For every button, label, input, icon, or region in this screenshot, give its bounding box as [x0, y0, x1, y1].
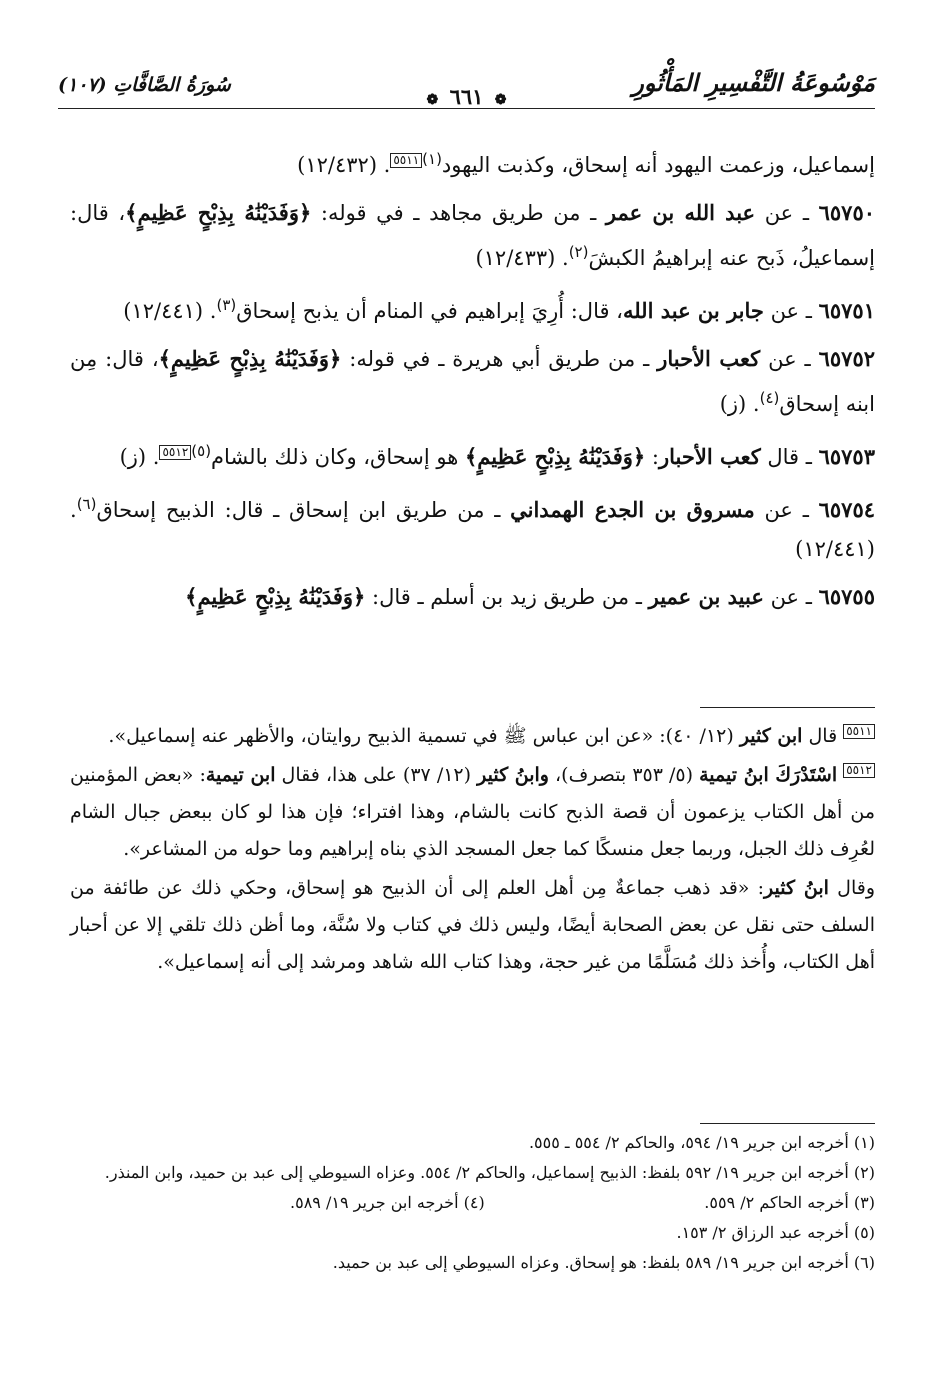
entry-text: ـ من طريق أبي هريرة ـ في قوله: [341, 347, 658, 371]
footnotes [70, 1128, 875, 1278]
scholar-name: ابن كثير [739, 725, 803, 747]
footnote-4: (٤) أخرجه ابن جرير ١٩/ ٥٨٩. [290, 1193, 485, 1212]
entry-citation: . (ز) [119, 445, 160, 469]
comment-ref-box: ٥٥١١ [843, 724, 875, 739]
entry-number: ٦٥٧٥٠ [818, 200, 876, 225]
note-text: (١٢/ ٤٠): «عن ابن عباس ﷺ في تسمية الذبيح روايتان، والأظهر عنه إسماعيل». [108, 725, 740, 747]
entry-text: هو إسحاق، وكان ذلك بالشام [211, 445, 465, 469]
ornament-icon: ❁ [494, 92, 507, 108]
entry-text: ـ من طريق زيد بن أسلم ـ قال: [365, 585, 649, 609]
note-text: : «بعض المؤمنين من أهل الكتاب يزعمون أن قصة الذبح كانت بالشام، وهذا افتراء؛ فإن هذا لو كان ببعض جبال الشام لعُرِف ذلك الجبل، وربما جعل منسكًا كما جعل المسجد الذي بناه إبراهيم وما حوله من المشاعر». [70, 764, 875, 860]
quran-verse: ﴿وَفَدَيْنَٰهُ بِذِبْحٍ عَظِيمٍ﴾ [158, 346, 342, 371]
commentary-5512 [70, 757, 875, 868]
footnote-2: (٢) أخرجه ابن جرير ١٩/ ٥٩٢ بلفظ: الذبيح إسماعيل، والحاكم ٢/ ٥٥٤. وعزاه السيوطي إلى عبد بن حميد، وابن المنذر. [104, 1163, 875, 1182]
running-header [58, 66, 875, 110]
entry-number: ٦٥٧٥٣ [818, 444, 875, 469]
footnote-row-3-4 [70, 1188, 875, 1218]
entry-continuation [70, 140, 875, 185]
entry-text: إسماعيل، وزعمت اليهود أنه إسحاق، وكذبت اليهود [441, 153, 875, 177]
header-rule [58, 108, 875, 109]
entry-65755 [70, 577, 875, 617]
entry-number: ٦٥٧٥١ [818, 298, 875, 323]
notes-separator [700, 707, 875, 708]
commentary-5511 [70, 718, 875, 755]
entry-text: ، قال: إسماعيلُ، ذَبح عنه إبراهيمُ الكبشَ [70, 201, 875, 270]
narrator-name: مسروق بن الجدع الهمداني [510, 497, 755, 522]
quran-verse: ﴿وَفَدَيْنَٰهُ بِذِبْحٍ عَظِيمٍ﴾ [465, 444, 646, 469]
entry-text: ـ عن [754, 498, 819, 522]
entry-text: : [645, 445, 659, 469]
entry-text: ـ عن [755, 201, 819, 225]
entry-citation: . (١٢/٤٣٣) [475, 246, 569, 270]
commentary-notes [70, 718, 875, 983]
narrator-name: عبيد بن عمير [648, 584, 764, 609]
entry-text: ، قال: مِن ابنه إسحاق [70, 347, 875, 416]
footnotes-separator [700, 1123, 875, 1124]
entry-citation: . (١٢/٤٤١) [70, 498, 875, 561]
note-text: (١٢/ ٣٧) على هذا، فقال [275, 764, 478, 786]
footnote-ref[interactable]: (٦) [76, 495, 97, 513]
narrator-name: عبد الله بن عمر [605, 200, 756, 225]
page-number: ٦٦١ [449, 84, 484, 109]
entry-65751 [70, 286, 875, 331]
scholar-name: ابنُ كثير [764, 877, 829, 899]
narrator-name: كعب الأحبار [658, 444, 761, 469]
narrator-name: جابر بن عبد الله [622, 298, 764, 323]
entry-65754 [70, 485, 875, 569]
footnote-ref[interactable]: (٥) [191, 442, 212, 460]
scholar-name: ابن تيمية [205, 764, 276, 786]
book-title: مَوْسُوعَةُ التَّفْسِيرِ المَأْثُورِ [632, 68, 875, 97]
entry-text: ـ من طريق مجاهد ـ في قوله: [311, 201, 606, 225]
comment-ref-box: ٥٥١٢ [843, 763, 875, 778]
entry-number: ٦٥٧٥٥ [818, 584, 875, 609]
entry-citation: . (ز) [719, 392, 760, 416]
narrator-name: كعب الأحبار [657, 346, 761, 371]
entry-text: ، قال: أُرِيَ إبراهيم في المنام أن يذبح إسحاق [236, 299, 623, 323]
entry-text: ـ قال [760, 445, 819, 469]
footnote-3: (٣) أخرجه الحاكم ٢/ ٥٥٩. [704, 1193, 875, 1212]
entry-65753 [70, 432, 875, 477]
comment-ref-box[interactable]: ٥٥١١ [390, 153, 422, 168]
entry-text: ـ عن [760, 347, 819, 371]
ornament-icon: ❁ [426, 92, 439, 108]
scholar-name: وابنُ كثير [477, 764, 549, 786]
commentary-ibn-kathir [70, 870, 875, 981]
entry-citation: . (١٢/٤٤١) [123, 299, 217, 323]
footnote-ref[interactable]: (٢) [568, 243, 589, 261]
surah-name: سُورَةُ الصَّافَّاتِ (١٠٧) [58, 74, 231, 96]
footnote-ref[interactable]: (٤) [759, 389, 780, 407]
main-text [70, 140, 875, 625]
entry-text: ـ من طريق ابن إسحاق ـ قال: الذبيح إسحاق [96, 498, 511, 522]
comment-ref-box[interactable]: ٥٥١٢ [159, 445, 191, 460]
entry-number: ٦٥٧٥٢ [818, 346, 876, 371]
scholar-name: اسْتَدْرَكَ ابنُ تيمية [699, 764, 838, 786]
entry-number: ٦٥٧٥٤ [818, 497, 876, 522]
note-text: (٥/ ٣٥٣ بتصرف)، [548, 764, 700, 786]
entry-text: ـ عن [763, 299, 819, 323]
quran-verse: ﴿وَفَدَيْنَٰهُ بِذِبْحٍ عَظِيمٍ﴾ [125, 200, 312, 225]
quran-verse: ﴿وَفَدَيْنَٰهُ بِذِبْحٍ عَظِيمٍ﴾ [185, 584, 366, 609]
entry-citation: . (١٢/٤٣٢) [297, 153, 391, 177]
note-text: وقال [828, 877, 876, 899]
footnote-5: (٥) أخرجه عبد الرزاق ٢/ ١٥٣. [676, 1223, 875, 1242]
footnote-ref[interactable]: (١) [422, 150, 442, 168]
note-text: قال [802, 725, 844, 747]
footnote-6: (٦) أخرجه ابن جرير ١٩/ ٥٨٩ بلفظ: هو إسحاق. وعزاه السيوطي إلى عبد بن حميد. [332, 1253, 875, 1272]
entry-text: ـ عن [763, 585, 819, 609]
footnote-ref[interactable]: (٣) [216, 296, 237, 314]
footnote-1: (١) أخرجه ابن جرير ١٩/ ٥٩٤، والحاكم ٢/ ٥٥٤ ـ ٥٥٥. [528, 1133, 875, 1152]
entry-65752 [70, 339, 875, 424]
entry-65750 [70, 193, 875, 278]
note-text: : «قد ذهب جماعةٌ مِن أهل العلم إلى أن الذبيح هو إسحاق، وحكي ذلك عن طائفة من السلف حتى نقل عن بعض الصحابة أيضًا، وليس ذلك في كتاب ولا سُنَّة، وما أظن ذلك تلقي إلا عن أحبار أهل الكتاب، وأُخذ ذلك مُسَلَّمًا من غير حجة، وهذا كتاب الله شاهد ومرشد إلى أنه إسماعيل». [70, 877, 875, 973]
